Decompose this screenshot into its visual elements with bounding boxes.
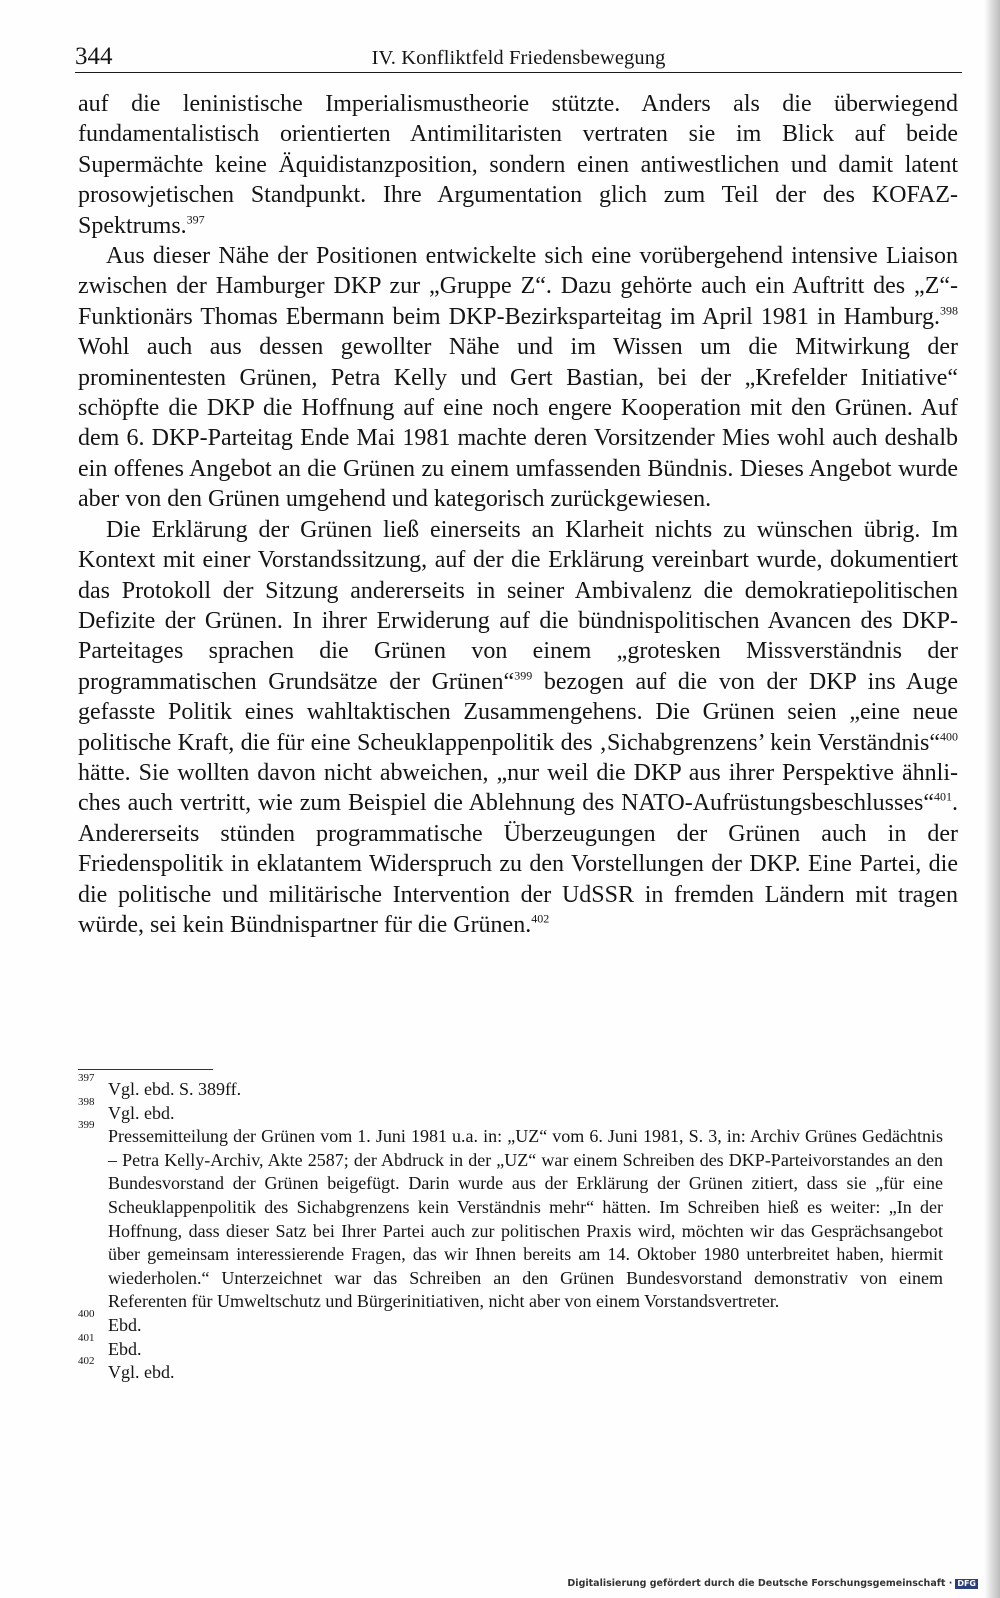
footnote-number: 400 bbox=[78, 1307, 95, 1320]
dfg-logo: DFG bbox=[957, 1578, 976, 1588]
footnote-text: Ebd. bbox=[108, 1338, 142, 1359]
paragraph-2 bbox=[78, 241, 958, 515]
footnote-text: Vgl. ebd. bbox=[108, 1362, 175, 1383]
footnote-ref-397: 397 bbox=[186, 212, 205, 227]
paragraph-3-text-c: hätte. Sie wollten davon nicht abweichen, „nur weil die DKP aus ihrer Perspektive ähnliches auch vertritt, wie zum Beispiel die Ablehnung des NATO-Aufrüstungsbeschlusses“ bbox=[78, 759, 958, 817]
page-header bbox=[75, 44, 962, 73]
paragraph-1-text: auf die leninistische Imperialismustheorie stützte. Anders als die überwiegend fundamentalistisch orientierten Antimilitaristen vertraten sie im Blick auf beide Supermächte keine Äquidistanzposition, sondern einen antiwestlichen und damit latent prosowjetischen Standpunkt. Ihre Argumentation glich zum Teil der des KOFAZ-Spektrums. bbox=[78, 91, 958, 239]
body-text bbox=[78, 89, 958, 940]
footnote-397 bbox=[78, 1072, 943, 1102]
paragraph-3 bbox=[78, 515, 958, 941]
paragraph-3-text-d: . Andererseits stünden programmatische Überzeugungen der Grünen auch in der Friedenspolitik in eklatantem Widerspruch zu den Vorstellungen der DKP. Eine Partei, die die politische und militärische Intervention der UdSSR in fremden Ländern mit tragen würde, sei kein Bündnispartner für die Grünen. bbox=[78, 790, 958, 938]
footnotes bbox=[78, 1072, 943, 1385]
footnote-number: 402 bbox=[78, 1355, 95, 1368]
paragraph-1 bbox=[78, 89, 958, 241]
footnote-text: Ebd. bbox=[108, 1314, 142, 1335]
running-head: IV. Konfliktfeld Friedensbewegung bbox=[371, 47, 666, 69]
footnote-ref-398: 398 bbox=[940, 303, 958, 318]
paragraph-2-text-a: Aus dieser Nähe der Positionen entwickelte sich eine vorübergehend intensive Liaison zwischen der Hamburger DKP zur „Gruppe Z“. Dazu gehörte auch ein Auftritt des „Z“-Funktionärs Thomas Ebermann beim DKP-Bezirksparteitag im April 1981 in Hamburg. bbox=[78, 243, 958, 330]
footnote-number: 401 bbox=[78, 1331, 95, 1344]
footnote-398 bbox=[78, 1095, 943, 1126]
footnote-text: Vgl. ebd. bbox=[108, 1102, 175, 1123]
paragraph-3-text-b: bezogen auf die von der DKP ins Auge gefasste Politik eines wahltaktischen Zusammengehens. Die Grünen seien „eine neue politische Kraft, die für eine Scheuklappenpolitik des ‚Sichabgrenzens’ kein Verständnis“ bbox=[78, 668, 959, 756]
paragraph-3-text-a: Die Erklärung der Grünen ließ einerseits an Klarheit nichts zu wünschen übrig. Im Kontext mit einer Vorstandssitzung, auf der die Erklärung vereinbart wurde, dokumentiert das Protokoll der Sitzung andererseits in seiner Ambivalenz die demokratiepolitischen Defizite der Grünen. In ihrer Erwiderung auf die bündnispolitischen Avancen des DKP-Parteitages sprachen die Grünen von einem „grotesken Missverständnis der programmatischen Grundsätze der Grünen“ bbox=[78, 516, 958, 695]
footnote-ref-399: 399 bbox=[514, 668, 533, 683]
footnote-ref-402: 402 bbox=[531, 911, 550, 926]
digitization-credit bbox=[567, 1578, 978, 1590]
footnote-399 bbox=[78, 1119, 943, 1314]
page-number: 344 bbox=[75, 43, 113, 70]
footnote-text: Pressemitteilung der Grünen vom 1. Juni 1981 u.a. in: „UZ“ vom 6. Juni 1981, S. 3, in: Archiv Grünes Gedächtnis – Petra Kelly-Archiv, Akte 2587; der Abdruck in der „UZ“ war einem Schreiben des DKP-Parteivorstandes an den Bundesvorstand der Grünen beigefügt. Darin wurde aus der Erklärung der Grünen zitiert, dass sie „für eine Scheuklappenpolitik des Sichabgrenzens kein Verständnis mehr“ hätten. Im Schreiben hieß es weiter: „In der Hoffnung, dass dieser Satz bei Ihrer Partei auch zur politischen Praxis wird, möchten wir das Gesprächsangebot über gemeinsam interessierende Fragen, das wir Ihnen bereits am 14. Oktober 1980 unterbreitet haben, hiermit wiederholen.“ Unterzeichnet war das Schreiben an den Grünen Bundesvorstand demonstrativ von einem Referenten für Umweltschutz und Bürgerinitiativen, nicht aber von einem Vorstandsvertreter. bbox=[108, 1126, 943, 1312]
footnote-402 bbox=[78, 1355, 943, 1385]
footnote-ref-401: 401 bbox=[934, 789, 952, 804]
footnote-400 bbox=[78, 1307, 943, 1338]
footnote-number: 399 bbox=[78, 1119, 95, 1132]
footnote-401 bbox=[78, 1331, 943, 1362]
footnote-separator bbox=[78, 1069, 213, 1070]
paragraph-2-text-b: Wohl auch aus dessen gewollter Nähe und im Wissen um die Mitwirkung der prominentesten Grünen, Petra Kelly und Gert Bastian, bei der „Krefelder Initiative“ schöpfte die DKP die Hoffnung auf eine noch engere Kooperation mit den Grünen. Auf dem 6. DKP-Parteitag Ende Mai 1981 machte deren Vorsitzender Mies wohl auch deshalb ein offenes Angebot an die Grünen zu einem umfassenden Bündnis. Dieses Angebot wurde aber von den Grünen umgehend und kategorisch zurückgewiesen. bbox=[78, 334, 958, 513]
footnote-number: 398 bbox=[78, 1095, 95, 1108]
book-spine-shadow bbox=[984, 0, 1000, 1598]
footnote-text: Vgl. ebd. S. 389ff. bbox=[108, 1079, 242, 1099]
digitization-credit-text: Digitalisierung gefördert durch die Deutsche Forschungsgemeinschaft · bbox=[567, 1578, 953, 1589]
footnote-ref-400: 400 bbox=[940, 728, 958, 743]
footnote-number: 397 bbox=[78, 1072, 95, 1084]
